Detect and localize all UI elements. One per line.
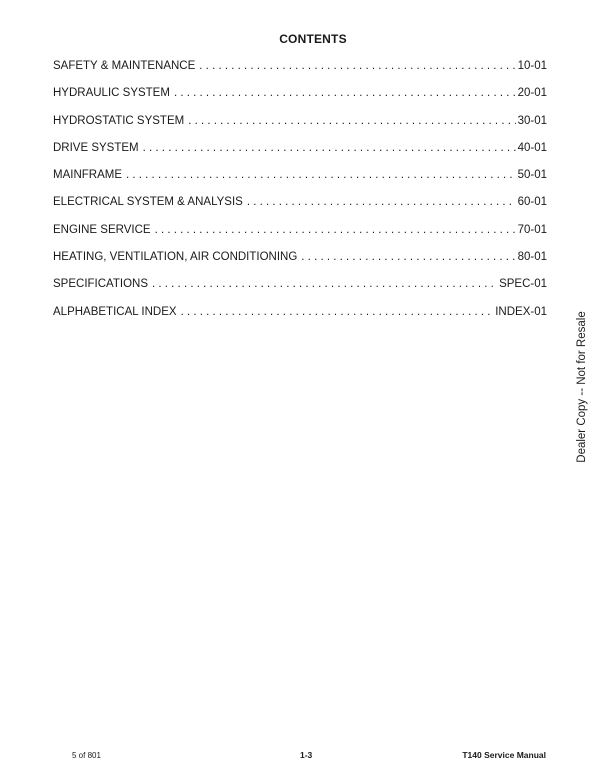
- toc-entry-safety-maintenance[interactable]: [53, 59, 547, 86]
- toc-entry-page: INDEX-01: [495, 305, 547, 318]
- toc-entry-page: 60-01: [517, 196, 547, 209]
- toc-dot-leader: [126, 168, 516, 182]
- toc-entry-page: 50-01: [517, 169, 547, 182]
- toc-entry-specifications[interactable]: [53, 277, 547, 304]
- toc-entry-label: HYDROSTATIC SYSTEM: [53, 114, 185, 127]
- toc-entry-electrical-system[interactable]: [53, 195, 547, 222]
- toc-dot-leader: [152, 277, 497, 291]
- page-title: CONTENTS: [279, 32, 347, 46]
- dealer-copy-watermark: Dealer Copy -- Not for Resale: [576, 311, 588, 463]
- toc-entry-page: 70-01: [517, 223, 547, 236]
- toc-entry-engine-service[interactable]: [53, 223, 547, 250]
- toc-entry-page: SPEC-01: [499, 278, 547, 291]
- toc-dot-leader: [181, 305, 494, 319]
- toc-entry-mainframe[interactable]: [53, 168, 547, 195]
- toc-entry-hvac[interactable]: [53, 250, 547, 277]
- toc-entry-label: MAINFRAME: [53, 169, 122, 182]
- toc-entry-label: SPECIFICATIONS: [53, 278, 148, 291]
- toc-entry-page: 30-01: [517, 114, 547, 127]
- footer-page-number: 1-3: [300, 750, 313, 760]
- toc-dot-leader: [143, 141, 516, 155]
- toc-dot-leader: [188, 114, 515, 128]
- toc-dot-leader: [247, 195, 516, 209]
- toc-entry-label: ENGINE SERVICE: [53, 223, 151, 236]
- toc-entry-label: ALPHABETICAL INDEX: [53, 305, 177, 318]
- toc-entry-label: HYDRAULIC SYSTEM: [53, 87, 170, 100]
- toc-dot-leader: [174, 86, 516, 100]
- toc-dot-leader: [301, 250, 515, 264]
- toc-entry-alphabetical-index[interactable]: [53, 305, 547, 332]
- toc-entry-label: DRIVE SYSTEM: [53, 141, 139, 154]
- toc-dot-leader: [155, 223, 516, 237]
- toc-entry-page: 10-01: [517, 60, 547, 72]
- toc-entry-label: HEATING, VENTILATION, AIR CONDITIONING: [53, 251, 298, 264]
- table-of-contents: [53, 59, 547, 332]
- toc-entry-hydrostatic-system[interactable]: [53, 114, 547, 141]
- toc-entry-label: SAFETY & MAINTENANCE: [53, 60, 196, 72]
- toc-entry-hydraulic-system[interactable]: [53, 86, 547, 113]
- toc-dot-leader: [199, 59, 515, 73]
- toc-entry-label: ELECTRICAL SYSTEM & ANALYSIS: [53, 196, 243, 209]
- toc-entry-page: 80-01: [517, 251, 547, 264]
- toc-entry-drive-system[interactable]: [53, 141, 547, 168]
- footer-manual-name: T140 Service Manual: [462, 750, 546, 760]
- footer-page-count: 5 of 801: [72, 751, 101, 760]
- toc-entry-page: 40-01: [517, 141, 547, 154]
- toc-entry-page: 20-01: [517, 87, 547, 100]
